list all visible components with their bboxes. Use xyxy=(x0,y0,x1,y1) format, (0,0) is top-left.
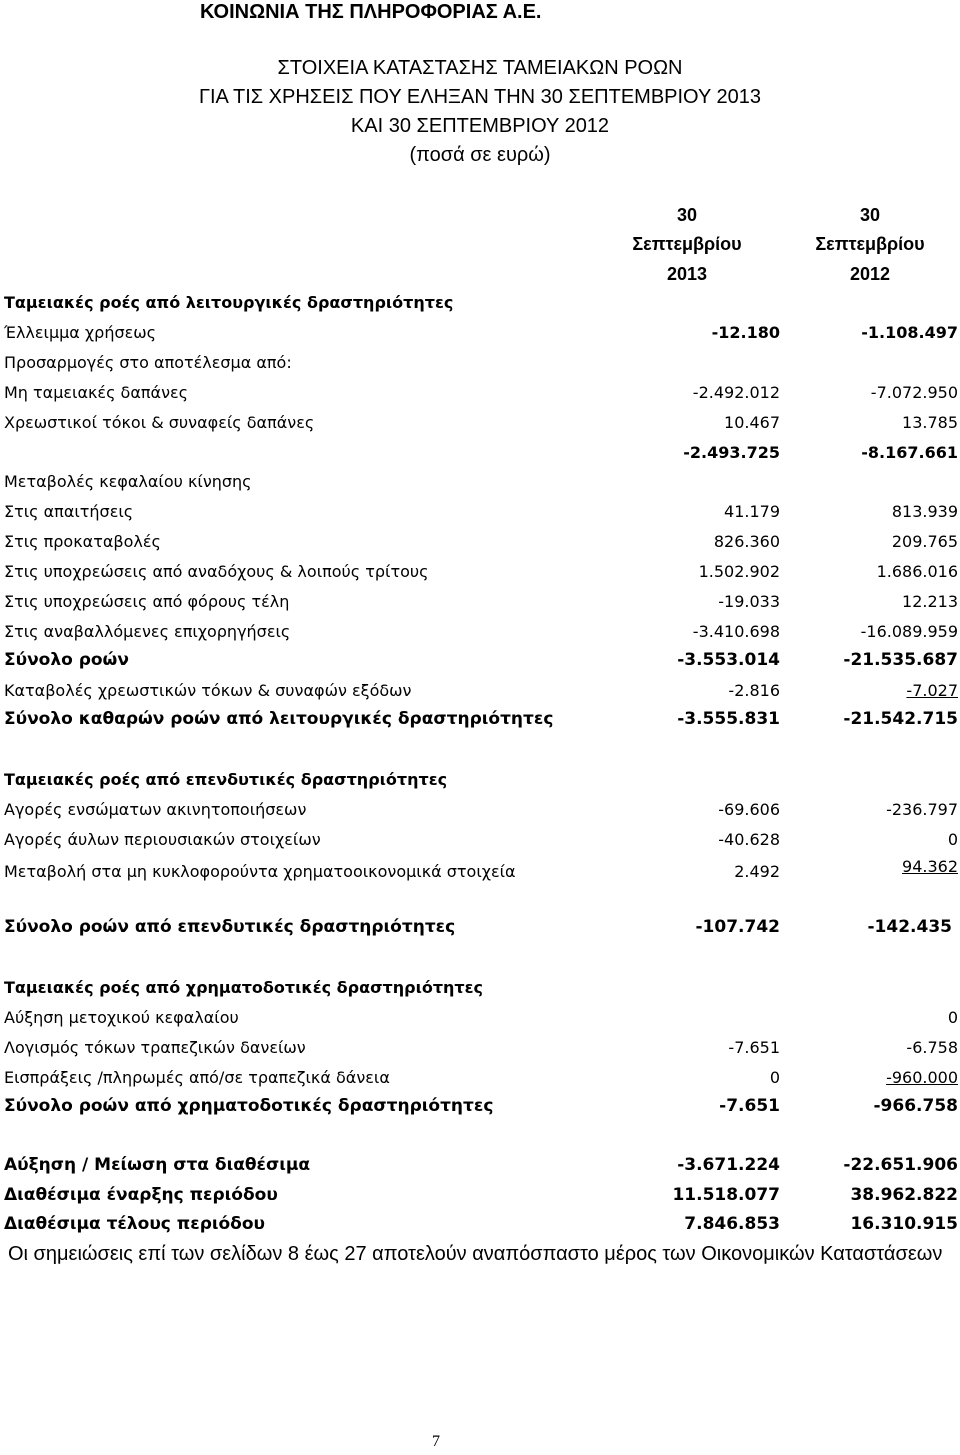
total-row xyxy=(0,1210,960,1239)
value-2012: 94.362 xyxy=(902,857,958,876)
value-2013: -2.816 xyxy=(728,681,780,700)
value-2013: 826.360 xyxy=(713,532,780,551)
value-2013: -3.671.224 xyxy=(677,1155,780,1175)
row-label: Εισπράξεις /πληρωμές από/σε τραπεζικά δάνεια xyxy=(4,1068,390,1087)
column-header-2012-month: Σεπτεμβρίου xyxy=(815,234,925,254)
value-2012: -236.797 xyxy=(886,800,958,819)
value-2013: -3.410.698 xyxy=(692,622,780,641)
table-row xyxy=(0,557,960,586)
value-2012: 0 xyxy=(947,1008,958,1027)
section-heading xyxy=(0,973,960,1002)
row-label: Ταμειακές ροές από λειτουργικές δραστηριότητες xyxy=(4,293,454,312)
table-row xyxy=(0,1033,960,1062)
row-label: Προσαρμογές στο αποτέλεσμα από: xyxy=(4,353,292,372)
value-2012: 12.213 xyxy=(902,592,958,611)
value-2012: -966.758 xyxy=(873,1096,958,1116)
row-label: Ταμειακές ροές από χρηματοδοτικές δραστηριότητες xyxy=(4,978,484,997)
value-2013: -7.651 xyxy=(719,1096,780,1116)
value-2013: -7.651 xyxy=(728,1038,780,1057)
value-2012: -21.542.715 xyxy=(843,709,958,729)
row-label: Στις υποχρεώσεις από αναδόχους & λοιπούς τρίτους xyxy=(4,562,429,581)
value-2012: 38.962.822 xyxy=(850,1185,958,1205)
value-2013: 1.502.902 xyxy=(698,562,780,581)
row-label: Αύξηση μετοχικού κεφαλαίου xyxy=(4,1008,239,1027)
row-label: Αύξηση / Μείωση στα διαθέσιμα xyxy=(4,1155,311,1175)
statement-title-line-2: ΓΙΑ ΤΙΣ ΧΡΗΣΕΙΣ ΠΟΥ ΕΛΗΞΑΝ ΤΗΝ 30 ΣΕΠΤΕΜΒΡΙΟΥ 2013 xyxy=(198,86,761,108)
value-2012: -22.651.906 xyxy=(843,1155,958,1175)
table-row xyxy=(0,467,960,496)
statement-title-line-1: ΣΤΟΙΧΕΙΑ ΚΑΤΑΣΤΑΣΗΣ ΤΑΜΕΙΑΚΩΝ ΡΟΩΝ xyxy=(277,57,683,79)
row-label: Διαθέσιμα έναρξης περιόδου xyxy=(4,1185,278,1205)
value-2013: -107.742 xyxy=(695,917,780,937)
total-row xyxy=(0,646,960,675)
page-number: 7 xyxy=(432,1433,440,1450)
row-label: Λογισμός τόκων τραπεζικών δανείων xyxy=(4,1038,306,1057)
value-2012: 1.686.016 xyxy=(876,562,958,581)
table-row xyxy=(0,378,960,407)
total-row xyxy=(0,1092,960,1121)
value-2013: 41.179 xyxy=(724,502,780,521)
value-2012: -142.435 xyxy=(867,917,952,937)
footnote: Οι σημειώσεις επί των σελίδων 8 έως 27 αποτελούν αναπόσπαστο μέρος των Οικονομικών Καταστάσεων xyxy=(8,1243,943,1265)
value-2012: 0 xyxy=(947,830,958,849)
value-2013: -3.555.831 xyxy=(677,709,780,729)
value-2013: 2.492 xyxy=(734,862,780,881)
company-name: ΚΟΙΝΩΝΙΑ ΤΗΣ ΠΛΗΡΟΦΟΡΙΑΣ Α.Ε. xyxy=(200,1,542,23)
value-2012: 813.939 xyxy=(891,502,958,521)
value-2012: -7.027 xyxy=(906,681,958,700)
row-label: Ταμειακές ροές από επενδυτικές δραστηριότητες xyxy=(4,770,448,789)
subtotal-row xyxy=(0,438,960,467)
column-header-2013-year: 2013 xyxy=(666,264,708,284)
currency-note: (ποσά σε ευρώ) xyxy=(409,144,551,166)
table-row xyxy=(0,348,960,377)
table-row xyxy=(0,288,960,317)
row-label: Σύνολο καθαρών ροών από λειτουργικές δραστηριότητες xyxy=(4,709,554,729)
total-row xyxy=(0,913,960,942)
row-label: Καταβολές χρεωστικών τόκων & συναφών εξόδων xyxy=(4,681,412,700)
table-row xyxy=(0,1003,960,1032)
table-row xyxy=(0,497,960,526)
table-row xyxy=(0,676,960,705)
row-label: Στις απαιτήσεις xyxy=(4,502,134,521)
table-row xyxy=(0,617,960,646)
column-header-2013-month: Σεπτεμβρίου xyxy=(632,234,742,254)
value-2013: -69.606 xyxy=(718,800,780,819)
row-label: Σύνολο ροών από επενδυτικές δραστηριότητες xyxy=(4,917,456,937)
row-label: Μη ταμειακές δαπάνες xyxy=(4,383,189,402)
table-row xyxy=(0,587,960,616)
column-header-2012-day: 30 xyxy=(859,205,881,225)
value-2013: 0 xyxy=(769,1068,780,1087)
statement-title-line-3: ΚΑΙ 30 ΣΕΠΤΕΜΒΡΙΟΥ 2012 xyxy=(350,115,610,137)
section-heading xyxy=(0,765,960,794)
table-row xyxy=(0,857,960,886)
table-row xyxy=(0,825,960,854)
value-2013: -19.033 xyxy=(718,592,780,611)
value-2012: -960.000 xyxy=(886,1068,958,1087)
row-label: Έλλειμμα χρήσεως xyxy=(4,323,157,342)
value-2012: 13.785 xyxy=(902,413,958,432)
row-label: Σύνολο ροών από χρηματοδοτικές δραστηριότητες xyxy=(4,1096,494,1116)
value-2012: -16.089.959 xyxy=(860,622,958,641)
value-2013: 7.846.853 xyxy=(684,1214,780,1234)
row-label: Στις υποχρεώσεις από φόρους τέλη xyxy=(4,592,290,611)
value-2012: -21.535.687 xyxy=(843,650,958,670)
total-row xyxy=(0,1151,960,1180)
column-header-2012-year: 2012 xyxy=(849,264,891,284)
row-label: Αγορές ενσώματων ακινητοποιήσεων xyxy=(4,800,307,819)
value-2012: -7.072.950 xyxy=(870,383,958,402)
total-row xyxy=(0,705,960,734)
column-header-2013-day: 30 xyxy=(676,205,698,225)
row-label: Στις προκαταβολές xyxy=(4,532,161,551)
row-label: Διαθέσιμα τέλους περιόδου xyxy=(4,1214,266,1234)
value-2012: -1.108.497 xyxy=(861,323,958,342)
table-row xyxy=(0,1063,960,1092)
table-row xyxy=(0,795,960,824)
value-2013: -40.628 xyxy=(718,830,780,849)
row-label: Αγορές άυλων περιουσιακών στοιχείων xyxy=(4,830,321,849)
table-row xyxy=(0,527,960,556)
row-label: Χρεωστικοί τόκοι & συναφείς δαπάνες xyxy=(4,413,315,432)
value-2013: -3.553.014 xyxy=(677,650,780,670)
value-2013: -12.180 xyxy=(711,323,780,342)
row-label: Μεταβολές κεφαλαίου κίνησης xyxy=(4,472,252,491)
value-2012: 16.310.915 xyxy=(850,1214,958,1234)
total-row xyxy=(0,1181,960,1210)
value-2013: 10.467 xyxy=(724,413,780,432)
row-label: Σύνολο ροών xyxy=(4,650,129,670)
value-2013: 11.518.077 xyxy=(672,1185,780,1205)
value-2013: -2.493.725 xyxy=(683,443,780,462)
value-2013: -2.492.012 xyxy=(692,383,780,402)
value-2012: -8.167.661 xyxy=(861,443,958,462)
value-2012: 209.765 xyxy=(891,532,958,551)
value-2012: -6.758 xyxy=(906,1038,958,1057)
row-label: Στις αναβαλλόμενες επιχορηγήσεις xyxy=(4,622,291,641)
row-label: Μεταβολή στα μη κυκλοφορούντα χρηματοοικονομικά στοιχεία xyxy=(4,862,516,881)
table-row xyxy=(0,318,960,347)
table-row xyxy=(0,408,960,437)
